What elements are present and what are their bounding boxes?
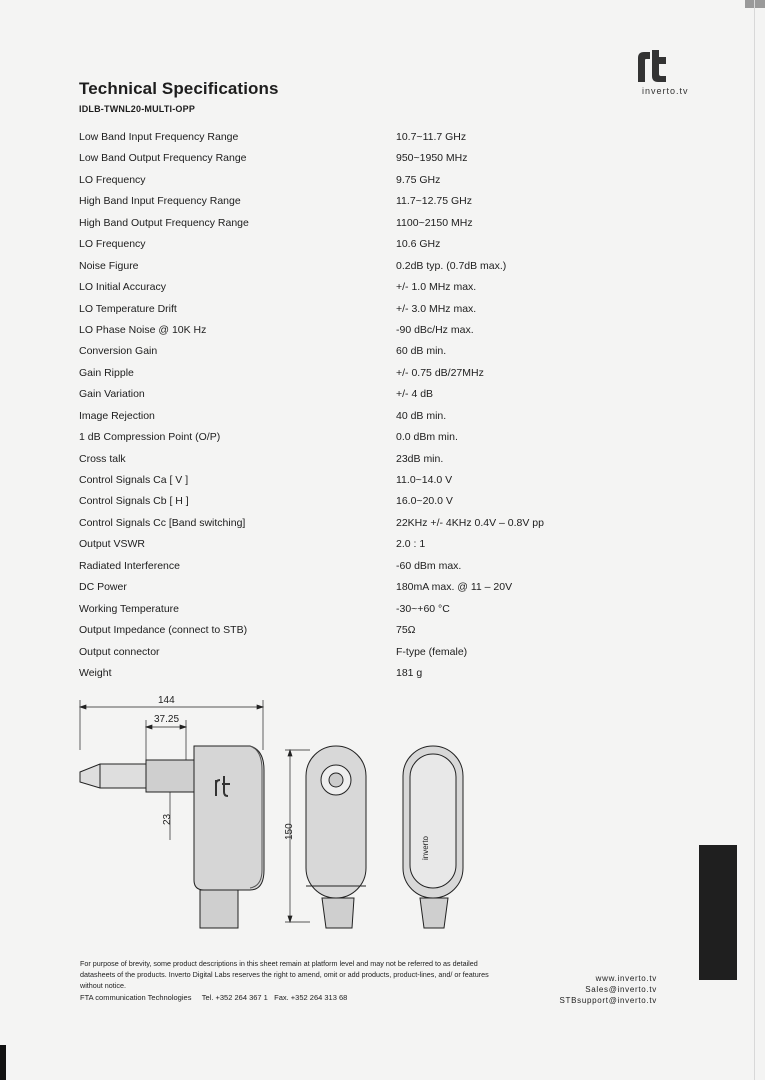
spec-label: Output connector — [79, 645, 160, 658]
spec-label: DC Power — [79, 581, 127, 594]
spec-row — [79, 276, 639, 297]
spec-row — [79, 169, 639, 190]
website-link[interactable]: www.inverto.tv — [595, 974, 657, 983]
spec-value: +/- 4 dB — [396, 388, 434, 401]
spec-row — [79, 340, 639, 361]
spec-value: -90 dBc/Hz max. — [396, 323, 474, 336]
spec-label: Control Signals Cc [Band switching] — [79, 516, 246, 529]
spec-row — [79, 362, 639, 383]
fax-number: Fax. +352 264 313 68 — [274, 993, 348, 1002]
model-number: IDLB-TWNL20-MULTI-OPP — [79, 104, 196, 114]
spec-value: 40 dB min. — [396, 409, 447, 422]
spec-row — [79, 598, 639, 619]
spec-label: LO Initial Accuracy — [79, 281, 166, 294]
spec-row — [79, 255, 639, 276]
spec-value: 950~1950 MHz — [396, 152, 468, 165]
dim-height-label: 150 — [284, 823, 295, 840]
back-view-brand-label: inverto — [421, 835, 430, 860]
dim-width-label: 144 — [158, 695, 175, 706]
spec-value: -60 dBm max. — [396, 559, 462, 572]
spec-row — [79, 212, 639, 233]
spec-label: Radiated Interference — [79, 559, 180, 572]
spec-label: Output Impedance (connect to STB) — [79, 624, 248, 637]
spec-value: -30~+60 °C — [396, 602, 450, 615]
dim-neck-line — [162, 785, 178, 840]
spec-value: 0.0 dBm min. — [396, 431, 458, 444]
spec-label: Gain Ripple — [79, 366, 134, 379]
spec-value: 16.0~20.0 V — [396, 495, 453, 508]
spec-row — [79, 126, 639, 147]
lnb-side-view — [80, 746, 264, 928]
spec-row — [79, 405, 639, 426]
scan-edge-top — [745, 0, 765, 8]
spec-value: 11.7~12.75 GHz — [396, 195, 472, 208]
spec-label: Cross talk — [79, 452, 126, 465]
dim-width-line — [80, 700, 263, 750]
spec-label: Gain Variation — [79, 388, 145, 401]
spec-row — [79, 233, 639, 254]
spec-row — [79, 576, 639, 597]
spec-label: Control Signals Cb [ H ] — [79, 495, 189, 508]
spec-label: Output VSWR — [79, 538, 145, 551]
spec-value: 180mA max. @ 11 – 20V — [396, 581, 513, 594]
spec-value: 22KHz +/- 4KHz 0.4V – 0.8V pp — [396, 516, 544, 529]
spec-row — [79, 298, 639, 319]
spec-label: 1 dB Compression Point (O/P) — [79, 431, 221, 444]
dimension-drawing — [70, 690, 480, 945]
spec-row — [79, 469, 639, 490]
spec-row — [79, 555, 639, 576]
spec-label: High Band Output Frequency Range — [79, 216, 249, 229]
spec-label: LO Phase Noise @ 10K Hz — [79, 323, 207, 336]
spec-value: +/- 3.0 MHz max. — [396, 302, 477, 315]
spec-value: F-type (female) — [396, 645, 468, 658]
lnb-front-view — [306, 746, 366, 928]
spec-row — [79, 533, 639, 554]
spec-value: 9.75 GHz — [396, 173, 441, 186]
spec-row — [79, 383, 639, 404]
spec-value: 181 g — [396, 666, 423, 679]
spec-row — [79, 426, 639, 447]
spec-label: High Band Input Frequency Range — [79, 195, 241, 208]
dim-neck-label: 23 — [162, 813, 173, 825]
spec-label: Conversion Gain — [79, 345, 158, 358]
spec-value: +/- 0.75 dB/27MHz — [396, 366, 484, 379]
spec-value: 75Ω — [396, 624, 416, 637]
scan-edge-right — [754, 0, 755, 1080]
spec-label: LO Temperature Drift — [79, 302, 177, 315]
contact-links — [559, 973, 657, 1006]
spec-value: 2.0 : 1 — [396, 538, 426, 551]
page-side-tab — [699, 845, 737, 980]
spec-row — [79, 319, 639, 340]
phone-number: Tel. +352 264 367 1 — [201, 993, 268, 1002]
spec-label: LO Frequency — [79, 173, 146, 186]
dim-feed-label: 37.25 — [154, 714, 180, 725]
dim-feed-line — [146, 720, 186, 760]
inverto-logo-icon — [636, 48, 672, 84]
scan-edge-left — [0, 1045, 6, 1080]
spec-row — [79, 490, 639, 511]
support-email-link[interactable]: STBsupport@inverto.tv — [559, 996, 657, 1005]
spec-value: 10.6 GHz — [396, 238, 441, 251]
spec-value: 23dB min. — [396, 452, 444, 465]
page-title: Technical Specifications — [79, 79, 279, 98]
spec-row — [79, 619, 639, 640]
spec-row — [79, 662, 639, 683]
brand-text: inverto.tv — [642, 86, 689, 96]
company-contact — [80, 993, 347, 1002]
spec-value: 11.0~14.0 V — [396, 474, 453, 486]
spec-label: Image Rejection — [79, 409, 155, 422]
spec-value: 60 dB min. — [396, 345, 447, 358]
company-name: FTA communication Technologies — [80, 993, 192, 1002]
lnb-back-view — [403, 746, 463, 928]
spec-label: Low Band Output Frequency Range — [79, 152, 247, 165]
spec-row — [79, 512, 639, 533]
spec-row — [79, 190, 639, 211]
spec-row — [79, 448, 639, 469]
spec-table — [79, 126, 639, 683]
spec-value: 0.2dB typ. (0.7dB max.) — [396, 259, 507, 272]
spec-label: LO Frequency — [79, 238, 146, 251]
spec-label: Low Band Input Frequency Range — [79, 131, 239, 143]
spec-value: 1100~2150 MHz — [396, 216, 473, 229]
spec-label: Control Signals Ca [ V ] — [79, 474, 189, 486]
spec-label: Noise Figure — [79, 259, 139, 272]
spec-label: Working Temperature — [79, 602, 179, 615]
spec-value: 10.7~11.7 GHz — [396, 131, 467, 143]
spec-value: +/- 1.0 MHz max. — [396, 281, 477, 294]
sales-email-link[interactable]: Sales@inverto.tv — [585, 985, 657, 994]
disclaimer-text: For purpose of brevity, some product descriptions in this sheet remain at platform level and may not be referred to as detailed datasheets of the products. Inverto Digital Labs reserves the right to amend, omit or add products, product-lines, and/ or features without notice. — [80, 959, 489, 990]
spec-row — [79, 641, 639, 662]
spec-label: Weight — [79, 666, 112, 679]
spec-row — [79, 147, 639, 168]
